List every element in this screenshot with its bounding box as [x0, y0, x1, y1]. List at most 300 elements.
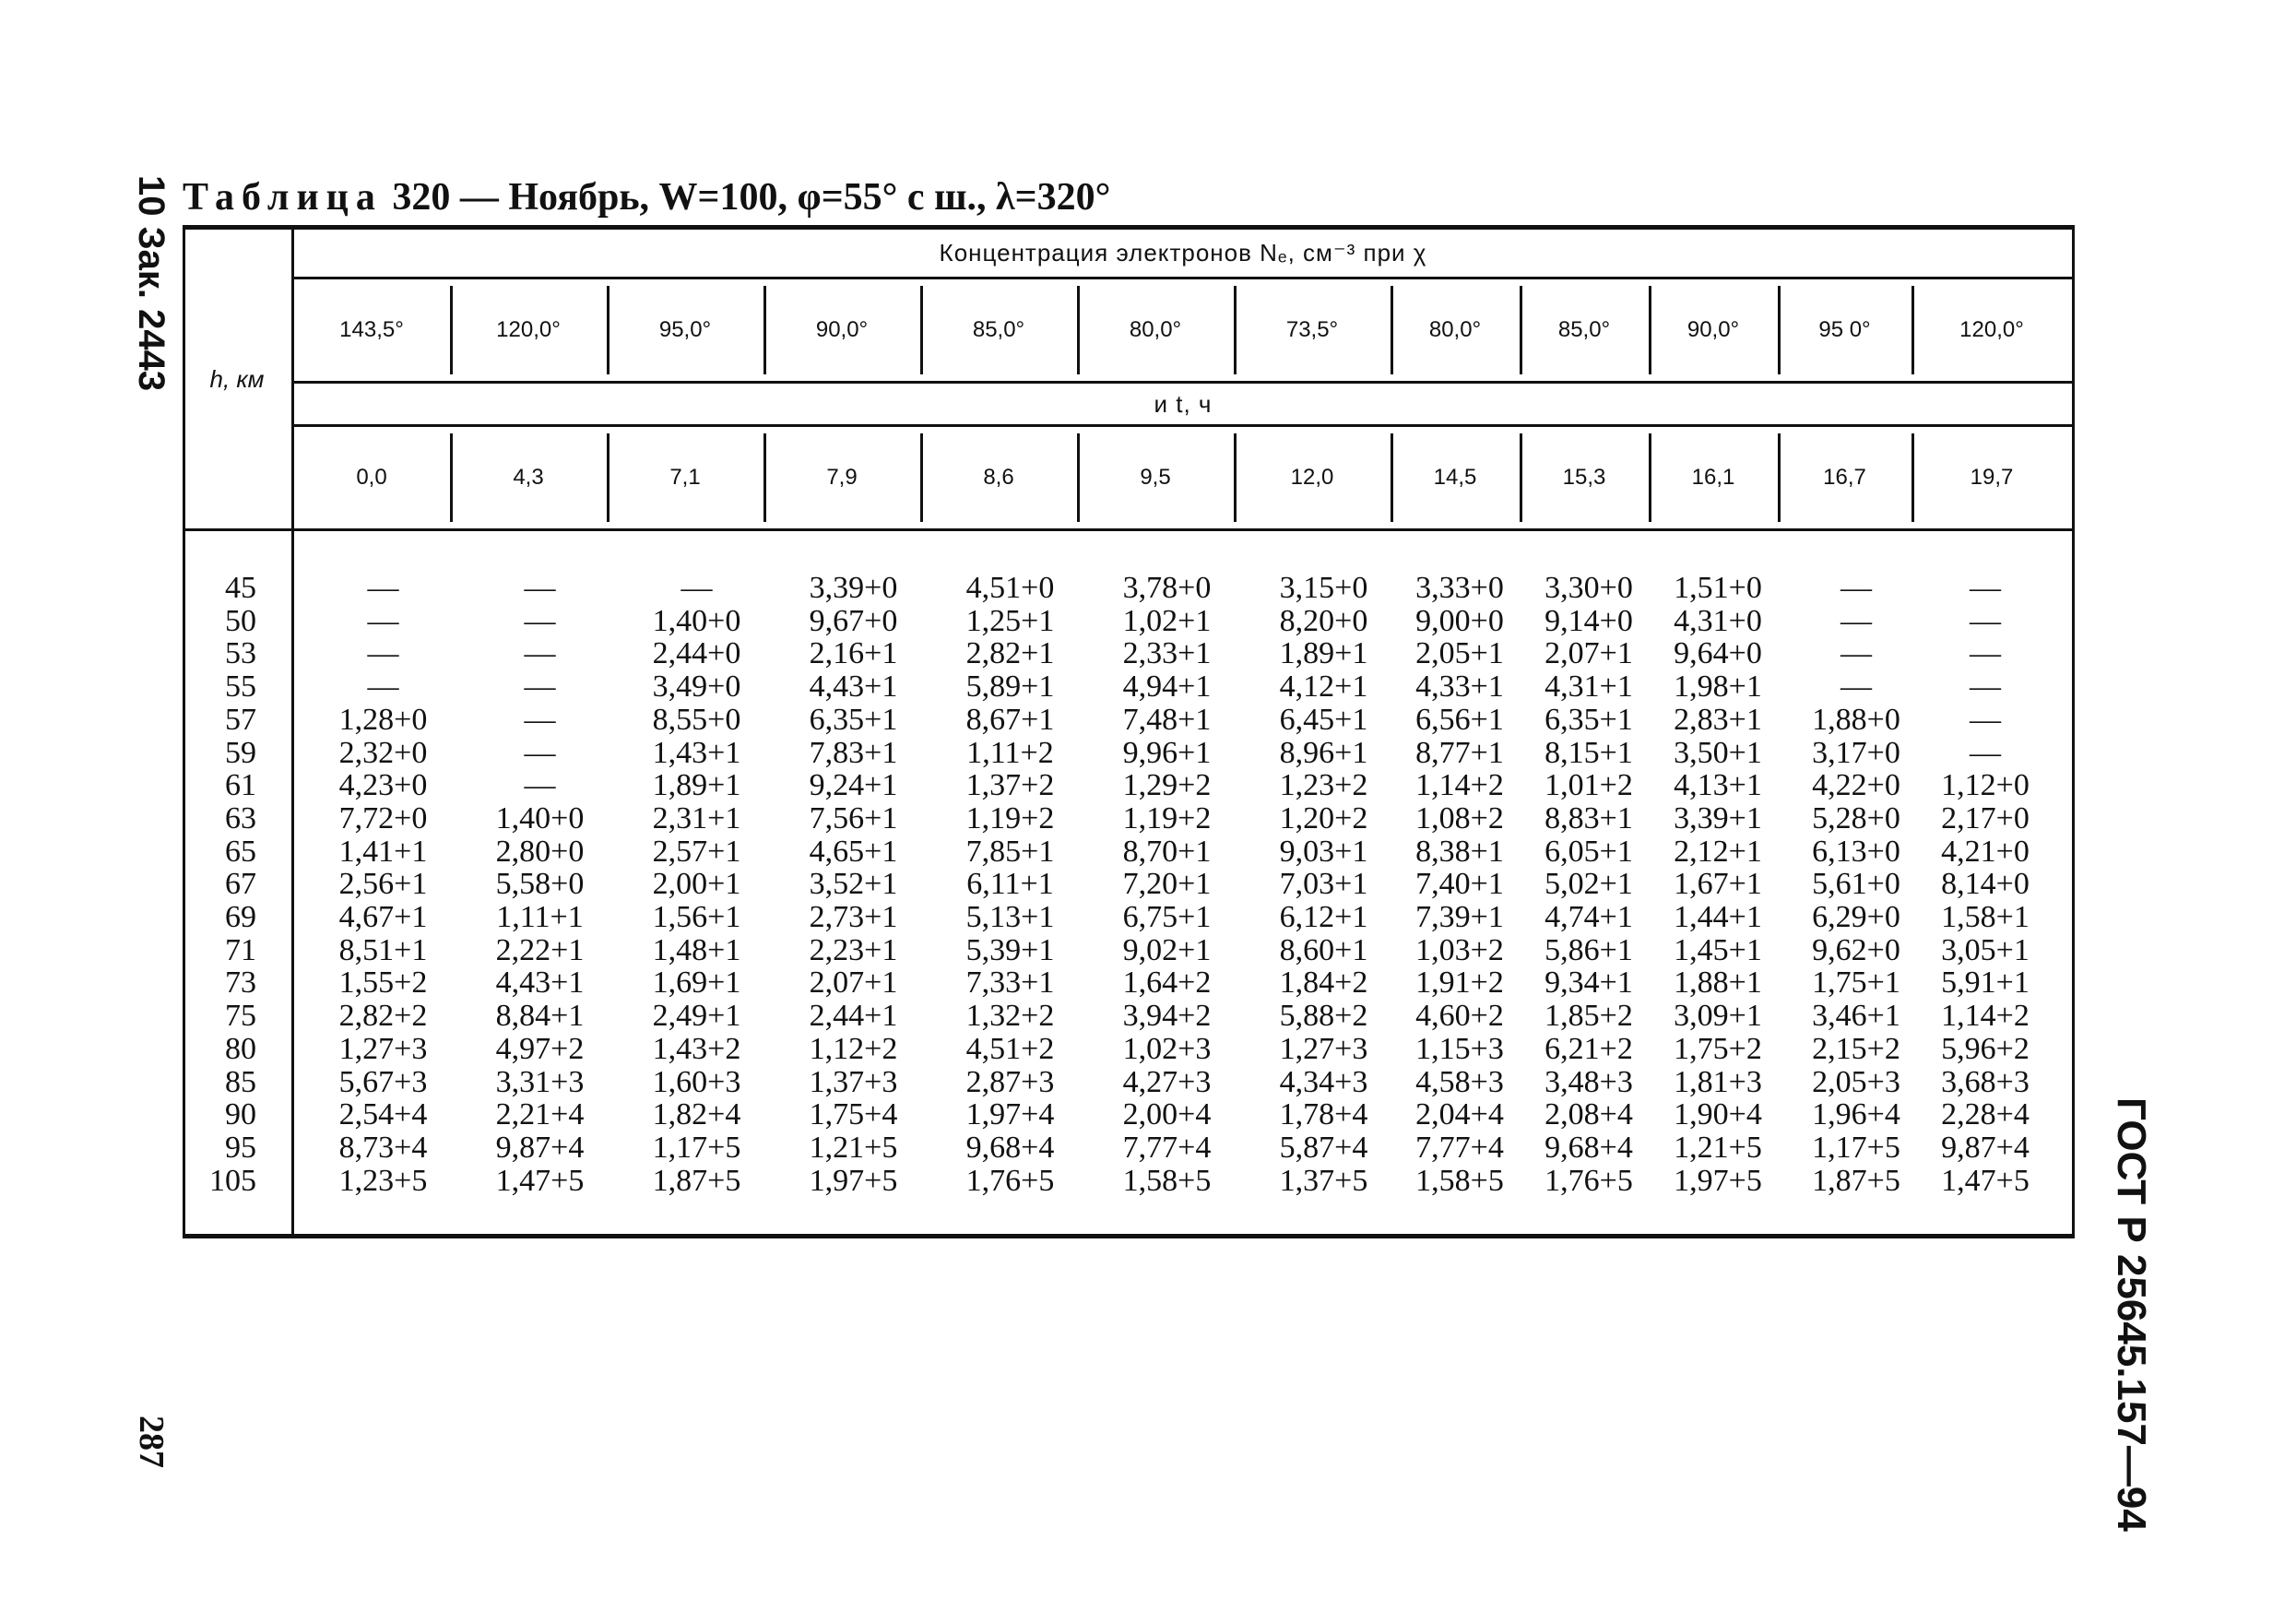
table-cell: 6,35+1 [1544, 702, 1633, 737]
table-cell: 4,34+3 [1279, 1064, 1368, 1099]
table-cell: 2,54+4 [338, 1097, 428, 1132]
table-cell: 1,14+2 [1941, 999, 2030, 1034]
table-cell: 1,58+5 [1415, 1163, 1504, 1198]
table-cell: 5,58+0 [495, 867, 585, 902]
table-cell: 4,74+1 [1544, 900, 1633, 934]
table-cell: — [1970, 603, 2001, 638]
table-cell: — [1970, 571, 2001, 605]
table-cell: 2,21+4 [495, 1097, 585, 1132]
table-title-text: 320 — Ноябрь, W=100, φ=55° с ш., λ=320° [392, 176, 1111, 219]
chi-header-6: 80,0° [1129, 317, 1182, 342]
table-cell: 9,68+4 [1544, 1130, 1633, 1165]
chi-divider [1520, 286, 1522, 374]
table-cell: 3,68+3 [1941, 1064, 2030, 1099]
table-cell: 1,56+1 [652, 900, 741, 934]
table-cell: 4,51+0 [965, 571, 1055, 605]
table-cell: 2,17+0 [1941, 800, 2030, 835]
row-height-label: 85 [225, 1064, 256, 1099]
time-header: и t, ч [1154, 389, 1213, 418]
table-cell: 3,15+0 [1279, 571, 1368, 605]
table-cell: — [1970, 735, 2001, 770]
row-height-label: 75 [225, 999, 256, 1034]
table-cell: 3,50+1 [1674, 735, 1762, 770]
table-cell: — [1840, 636, 1872, 671]
table-cell: 3,30+0 [1544, 571, 1633, 605]
chi-divider [607, 286, 610, 374]
table-cell: 8,83+1 [1544, 800, 1633, 835]
table-cell: — [681, 571, 713, 605]
table-cell: 1,69+1 [652, 966, 741, 1001]
table-cell: — [1970, 636, 2001, 671]
table-cell: 1,75+4 [809, 1097, 898, 1132]
chi-divider [920, 286, 923, 374]
table-cell: 3,09+1 [1674, 999, 1762, 1034]
table-cell: 4,60+2 [1415, 999, 1504, 1034]
table-cell: 1,23+2 [1279, 768, 1368, 803]
table-cell: 9,87+4 [495, 1130, 585, 1165]
table-cell: 2,80+0 [495, 834, 585, 869]
table-cell: 1,21+5 [809, 1130, 898, 1165]
t-divider [1234, 433, 1237, 522]
table-cell: 3,17+0 [1812, 735, 1900, 770]
table-cell: 4,21+0 [1941, 834, 2030, 869]
table-cell: 1,75+2 [1674, 1031, 1762, 1066]
table-cell: 4,23+0 [338, 768, 428, 803]
table-cell: 1,91+2 [1415, 966, 1504, 1001]
table-cell: 5,67+3 [338, 1064, 428, 1099]
table-cell: 1,64+2 [1122, 966, 1212, 1001]
row-height-label: 105 [209, 1163, 256, 1198]
table-cell: 9,02+1 [1122, 932, 1212, 967]
table-cell: 1,89+1 [1279, 636, 1368, 671]
table-cell: 9,62+0 [1812, 932, 1900, 967]
table-cell: 4,97+2 [495, 1031, 585, 1066]
table-cell: 1,29+2 [1122, 768, 1212, 803]
chi-divider [1077, 286, 1080, 374]
t-divider [607, 433, 610, 522]
table-cell: 7,56+1 [809, 800, 898, 835]
chi-header-1: 143,5° [339, 317, 404, 342]
table-cell: 1,15+3 [1415, 1031, 1504, 1066]
table-cell: 6,13+0 [1812, 834, 1900, 869]
table-cell: 1,45+1 [1674, 932, 1762, 967]
table-cell: 2,22+1 [495, 932, 585, 967]
table-cell: 2,32+0 [338, 735, 428, 770]
table-cell: 1,97+5 [809, 1163, 898, 1198]
table-cell: 3,33+0 [1415, 571, 1504, 605]
t-divider [763, 433, 766, 522]
table-cell: 4,27+3 [1122, 1064, 1212, 1099]
chi-header-8: 80,0° [1428, 317, 1482, 342]
table-cell: 1,87+5 [652, 1163, 741, 1198]
table-cell: — [1970, 669, 2001, 705]
table-cell: 1,67+1 [1674, 867, 1762, 902]
table-cell: 1,88+0 [1812, 702, 1900, 737]
table-cell: — [524, 669, 556, 705]
table-cell: 1,51+0 [1674, 571, 1762, 605]
table-cell: 1,60+3 [652, 1064, 741, 1099]
row-height-label: 95 [225, 1130, 256, 1165]
table-cell: — [524, 702, 556, 737]
table-cell: 2,33+1 [1122, 636, 1212, 671]
table-cell: — [1840, 669, 1872, 705]
table-cell: 4,67+1 [338, 900, 428, 934]
table-cell: 1,97+5 [1674, 1163, 1762, 1198]
table-cell: 1,76+5 [965, 1163, 1055, 1198]
table-cell: 6,56+1 [1415, 702, 1504, 737]
table-cell: 5,28+0 [1812, 800, 1900, 835]
chi-header-10: 90,0° [1686, 317, 1740, 342]
table-cell: 1,89+1 [652, 768, 741, 803]
table-cell: 6,45+1 [1279, 702, 1368, 737]
table-cell: 1,02+1 [1122, 603, 1212, 638]
table-cell: 2,00+1 [652, 867, 741, 902]
table-cell: 1,84+2 [1279, 966, 1368, 1001]
table-cell: 1,14+2 [1415, 768, 1504, 803]
row-height-label: 61 [225, 768, 256, 803]
table-cell: 6,11+1 [966, 867, 1054, 902]
table-cell: 6,35+1 [809, 702, 898, 737]
table-cell: 2,15+2 [1812, 1031, 1900, 1066]
row-height-label: 63 [225, 800, 256, 835]
concentration-header: Концентрация электронов Nₑ, см⁻³ при χ [939, 239, 1427, 267]
table-cell: 1,55+2 [338, 966, 428, 1001]
t-header-5: 8,6 [983, 465, 1014, 490]
table-cell: 2,07+1 [809, 966, 898, 1001]
chi-divider [763, 286, 766, 374]
t-header-10: 16,1 [1691, 465, 1735, 490]
row-height-label: 80 [225, 1031, 256, 1066]
t-header-2: 4,3 [513, 465, 544, 490]
table-cell: — [524, 636, 556, 671]
chi-header-7: 73,5° [1285, 317, 1339, 342]
table-bottom-rule [183, 1234, 2075, 1238]
table-cell: 5,89+1 [965, 669, 1055, 705]
chi-header-4: 90,0° [815, 317, 869, 342]
page-number-text: 287 [132, 1416, 171, 1468]
table-cell: 8,14+0 [1941, 867, 2030, 902]
table-cell: 1,58+1 [1941, 900, 2030, 934]
row-height-label: 59 [225, 735, 256, 770]
table-cell: 7,48+1 [1122, 702, 1212, 737]
table-cell: 1,76+5 [1544, 1163, 1633, 1198]
table-cell: 8,84+1 [495, 999, 585, 1034]
table-cell: 9,14+0 [1544, 603, 1633, 638]
table-title [183, 175, 1110, 219]
chi-divider [1778, 286, 1781, 374]
row-height-label: 53 [225, 636, 256, 671]
table-cell: 7,72+0 [338, 800, 428, 835]
table-cell: 1,97+4 [965, 1097, 1055, 1132]
table-cell: 6,05+1 [1544, 834, 1633, 869]
table-cell: 9,34+1 [1544, 966, 1633, 1001]
row-height-label: 90 [225, 1097, 256, 1132]
table-cell: 5,87+4 [1279, 1130, 1368, 1165]
table-cell: 7,77+4 [1122, 1130, 1212, 1165]
table-cell: 1,78+4 [1279, 1097, 1368, 1132]
table-cell: 6,21+2 [1544, 1031, 1633, 1066]
t-divider [1911, 433, 1914, 522]
table-cell: 1,40+0 [652, 603, 741, 638]
table-cell: 1,32+2 [965, 999, 1055, 1034]
t-divider [450, 433, 453, 522]
table-cell: — [367, 571, 399, 605]
table-cell: 1,87+5 [1812, 1163, 1900, 1198]
table-cell: 9,68+4 [965, 1130, 1055, 1165]
table-cell: 7,33+1 [965, 966, 1055, 1001]
row-height-label: 50 [225, 603, 256, 638]
table-cell: 1,01+2 [1544, 768, 1633, 803]
table-cell: 2,87+3 [965, 1064, 1055, 1099]
chi-divider [1911, 286, 1914, 374]
table-cell: 3,39+1 [1674, 800, 1762, 835]
table-cell: 8,51+1 [338, 932, 428, 967]
table-cell: 1,98+1 [1674, 669, 1762, 705]
chi-divider [1391, 286, 1393, 374]
table-cell: 5,86+1 [1544, 932, 1633, 967]
table-cell: 9,96+1 [1122, 735, 1212, 770]
t-divider [1077, 433, 1080, 522]
table-cell: 1,90+4 [1674, 1097, 1762, 1132]
table-cell: 1,82+4 [652, 1097, 741, 1132]
table-cell: 4,31+1 [1544, 669, 1633, 705]
table-cell: 2,23+1 [809, 932, 898, 967]
t-header-6: 9,5 [1140, 465, 1171, 490]
table-cell: 5,88+2 [1279, 999, 1368, 1034]
table-cell: — [524, 735, 556, 770]
t-divider [1778, 433, 1781, 522]
table-cell: 1,75+1 [1812, 966, 1900, 1001]
table-cell: 1,25+1 [965, 603, 1055, 638]
table-cell: 2,56+1 [338, 867, 428, 902]
t-divider [1520, 433, 1522, 522]
table-cell: 9,67+0 [809, 603, 898, 638]
standard-code-sidebar [2109, 1097, 2158, 1532]
table-cell: 5,13+1 [965, 900, 1055, 934]
table-cell: 1,47+5 [495, 1163, 585, 1198]
chi-divider [1234, 286, 1237, 374]
table-cell: 4,94+1 [1122, 669, 1212, 705]
table-cell: 3,05+1 [1941, 932, 2030, 967]
table-cell: 4,12+1 [1279, 669, 1368, 705]
t-header-7: 12,0 [1290, 465, 1334, 490]
table-cell: 6,12+1 [1279, 900, 1368, 934]
table-cell: 1,43+2 [652, 1031, 741, 1066]
table-cell: 8,15+1 [1544, 735, 1633, 770]
order-number-text: 10 Зак. 2443 [131, 175, 172, 392]
table-cell: 1,12+2 [809, 1031, 898, 1066]
table-cell: 8,77+1 [1415, 735, 1504, 770]
table-cell: 5,02+1 [1544, 867, 1633, 902]
table-cell: 2,44+1 [809, 999, 898, 1034]
table-cell: 2,73+1 [809, 900, 898, 934]
table-cell: 2,57+1 [652, 834, 741, 869]
chi-header-12: 120,0° [1959, 317, 2024, 342]
table-cell: — [1840, 571, 1872, 605]
table-cell: 6,29+0 [1812, 900, 1900, 934]
table-cell: 5,61+0 [1812, 867, 1900, 902]
order-number-sidebar [131, 175, 175, 415]
table-cell: 7,39+1 [1415, 900, 1504, 934]
table-cell: 7,40+1 [1415, 867, 1504, 902]
chi-divider [450, 286, 453, 374]
table-cell: 8,67+1 [965, 702, 1055, 737]
table-title-label: Таблица [183, 176, 383, 219]
table-cell: 4,43+1 [495, 966, 585, 1001]
table-cell: 2,44+0 [652, 636, 741, 671]
electron-concentration-table [183, 225, 2075, 1239]
table-cell: 1,28+0 [338, 702, 428, 737]
table-cell: 8,55+0 [652, 702, 741, 737]
table-cell: 5,96+2 [1941, 1031, 2030, 1066]
chi-header-11: 95 0° [1818, 317, 1871, 342]
table-cell: 9,24+1 [809, 768, 898, 803]
table-cell: 3,46+1 [1812, 999, 1900, 1034]
table-cell: 7,77+4 [1415, 1130, 1504, 1165]
table-cell: 2,05+1 [1415, 636, 1504, 671]
table-cell: 2,00+4 [1122, 1097, 1212, 1132]
t-header-9: 15,3 [1562, 465, 1606, 490]
t-header-4: 7,9 [826, 465, 858, 490]
table-cell: 7,20+1 [1122, 867, 1212, 902]
table-cell: 7,85+1 [965, 834, 1055, 869]
table-cell: 1,02+3 [1122, 1031, 1212, 1066]
table-cell: 4,22+0 [1812, 768, 1900, 803]
table-cell: 4,43+1 [809, 669, 898, 705]
table-cell: 3,31+3 [495, 1064, 585, 1099]
table-cell: 7,83+1 [809, 735, 898, 770]
table-cell: 8,38+1 [1415, 834, 1504, 869]
table-cell: 5,39+1 [965, 932, 1055, 967]
table-cell: 1,21+5 [1674, 1130, 1762, 1165]
table-cell: 3,39+0 [809, 571, 898, 605]
table-cell: 2,04+4 [1415, 1097, 1504, 1132]
t-divider [1649, 433, 1651, 522]
table-cell: 1,03+2 [1415, 932, 1504, 967]
t-header-1: 0,0 [356, 465, 387, 490]
row-height-label: 71 [225, 932, 256, 967]
t-divider [1391, 433, 1393, 522]
table-cell: — [1970, 702, 2001, 737]
table-cell: 1,85+2 [1544, 999, 1633, 1034]
row-height-label: 69 [225, 900, 256, 934]
table-cell: 3,52+1 [809, 867, 898, 902]
table-cell: 4,13+1 [1674, 768, 1762, 803]
table-cell: — [367, 636, 399, 671]
table-cell: 1,44+1 [1674, 900, 1762, 934]
table-cell: 4,65+1 [809, 834, 898, 869]
table-cell: 6,75+1 [1122, 900, 1212, 934]
header-body-rule [183, 528, 2075, 531]
table-cell: 1,81+3 [1674, 1064, 1762, 1099]
t-divider [920, 433, 923, 522]
table-cell: 1,96+4 [1812, 1097, 1900, 1132]
table-cell: 1,12+0 [1941, 768, 2030, 803]
table-cell: 5,91+1 [1941, 966, 2030, 1001]
table-cell: 3,78+0 [1122, 571, 1212, 605]
table-cell: 1,27+3 [1279, 1031, 1368, 1066]
table-cell: 2,83+1 [1674, 702, 1762, 737]
table-cell: 1,58+5 [1122, 1163, 1212, 1198]
row-height-label: 45 [225, 571, 256, 605]
table-cell: 2,82+2 [338, 999, 428, 1034]
table-cell: 1,40+0 [495, 800, 585, 835]
chi-header-9: 85,0° [1557, 317, 1611, 342]
table-cell: 1,11+2 [966, 735, 1054, 770]
table-cell: 1,11+1 [496, 900, 584, 934]
row-height-label: 73 [225, 966, 256, 1001]
table-cell: — [367, 669, 399, 705]
table-cell: 3,94+2 [1122, 999, 1212, 1034]
table-cell: 2,08+4 [1544, 1097, 1633, 1132]
table-cell: 1,27+3 [338, 1031, 428, 1066]
table-cell: 3,49+0 [652, 669, 741, 705]
table-cell: 8,70+1 [1122, 834, 1212, 869]
page-number [132, 1416, 175, 1489]
row-height-label: 67 [225, 867, 256, 902]
table-cell: 1,23+5 [338, 1163, 428, 1198]
table-cell: 2,16+1 [809, 636, 898, 671]
table-cell: 1,48+1 [652, 932, 741, 967]
row-height-label: 65 [225, 834, 256, 869]
row-height-label: 57 [225, 702, 256, 737]
height-column-header: h, км [209, 364, 265, 393]
table-cell: 1,88+1 [1674, 966, 1762, 1001]
table-cell: 2,82+1 [965, 636, 1055, 671]
table-cell: 9,64+0 [1674, 636, 1762, 671]
table-cell: 4,51+2 [965, 1031, 1055, 1066]
standard-code-text: ГОСТ Р 25645.157—94 [2109, 1097, 2154, 1532]
table-cell: 1,19+2 [1122, 800, 1212, 835]
chi-header-3: 95,0° [658, 317, 712, 342]
table-cell: 2,07+1 [1544, 636, 1633, 671]
table-cell: 2,12+1 [1674, 834, 1762, 869]
table-cell: — [524, 571, 556, 605]
table-cell: 1,08+2 [1415, 800, 1504, 835]
table-cell: 4,33+1 [1415, 669, 1504, 705]
table-cell: 2,28+4 [1941, 1097, 2030, 1132]
table-cell: — [367, 603, 399, 638]
table-cell: 1,41+1 [338, 834, 428, 869]
table-cell: 2,31+1 [652, 800, 741, 835]
table-cell: 1,47+5 [1941, 1163, 2030, 1198]
table-cell: 4,58+3 [1415, 1064, 1504, 1099]
t-header-12: 19,7 [1970, 465, 2014, 490]
table-cell: 2,05+3 [1812, 1064, 1900, 1099]
table-cell: — [524, 603, 556, 638]
table-cell: 8,60+1 [1279, 932, 1368, 967]
table-cell: 3,48+3 [1544, 1064, 1633, 1099]
chi-divider [1649, 286, 1651, 374]
table-cell: 8,96+1 [1279, 735, 1368, 770]
table-cell: 4,31+0 [1674, 603, 1762, 638]
table-cell: 1,37+3 [809, 1064, 898, 1099]
table-cell: 8,20+0 [1279, 603, 1368, 638]
table-cell: 2,49+1 [652, 999, 741, 1034]
table-cell: 1,19+2 [965, 800, 1055, 835]
table-cell: 9,87+4 [1941, 1130, 2030, 1165]
table-cell: 9,03+1 [1279, 834, 1368, 869]
table-cell: 1,43+1 [652, 735, 741, 770]
chi-header-2: 120,0° [496, 317, 561, 342]
table-cell: 8,73+4 [338, 1130, 428, 1165]
table-cell: — [524, 768, 556, 803]
table-cell: 1,37+2 [965, 768, 1055, 803]
table-cell: 1,17+5 [1812, 1130, 1900, 1165]
table-cell: 1,20+2 [1279, 800, 1368, 835]
table-cell: — [1840, 603, 1872, 638]
t-header-3: 7,1 [669, 465, 701, 490]
